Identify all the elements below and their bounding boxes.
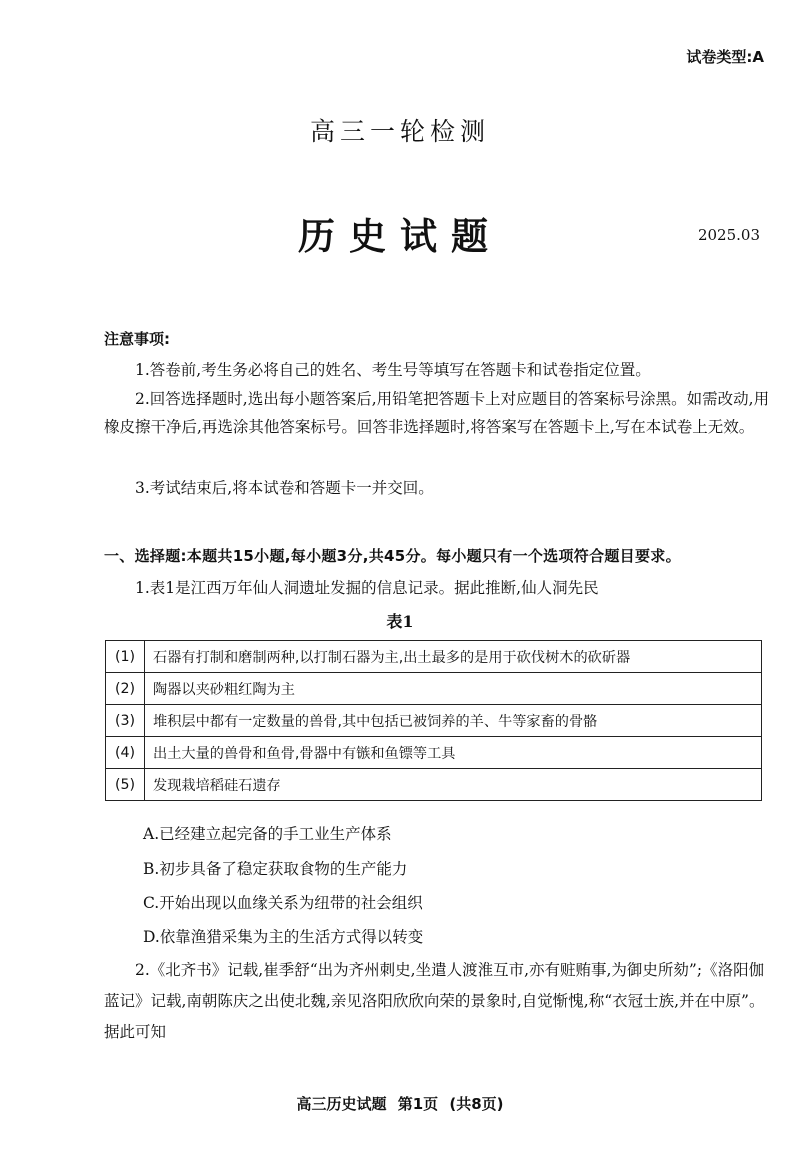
exam-date: 2025.03 bbox=[697, 226, 760, 244]
question-1-stem: 1.表1是江西万年仙人洞遗址发掘的信息记录。据此推断,仙人洞先民 bbox=[135, 579, 599, 597]
table-title: 表1 bbox=[386, 612, 414, 631]
row-text: 出土大量的兽骨和鱼骨,骨器中有镞和鱼镖等工具 bbox=[145, 737, 762, 769]
row-number: (2) bbox=[106, 673, 145, 705]
page-footer: 高三历史试题 第1页 (共8页) bbox=[296, 1095, 504, 1113]
section-heading: 一、选择题:本题共15小题,每小题3分,共45分。每小题只有一个选项符合题目要求。 bbox=[104, 547, 681, 565]
question-1-option-d: D.依靠渔猎采集为主的生活方式得以转变 bbox=[143, 928, 424, 946]
question-1-option-c: C.开始出现以血缘关系为纽带的社会组织 bbox=[143, 894, 423, 912]
notes-item-3: 3.考试结束后,将本试卷和答题卡一并交回。 bbox=[135, 479, 434, 497]
paper-type-label: 试卷类型:A bbox=[686, 48, 764, 66]
notes-item-1: 1.答卷前,考生务必将自己的姓名、考生号等填写在答题卡和试卷指定位置。 bbox=[135, 361, 651, 379]
site-record-table bbox=[105, 640, 762, 801]
question-1-option-b: B.初步具备了稳定获取食物的生产能力 bbox=[143, 860, 408, 878]
row-text: 石器有打制和磨制两种,以打制石器为主,出土最多的是用于砍伐树木的砍斫器 bbox=[145, 641, 762, 673]
table-row bbox=[106, 641, 762, 673]
row-text: 发现栽培稻硅石遗存 bbox=[145, 769, 762, 801]
table-row bbox=[106, 737, 762, 769]
table-row bbox=[106, 705, 762, 737]
table-row bbox=[106, 769, 762, 801]
notes-heading: 注意事项: bbox=[104, 330, 170, 348]
question-2-stem: 2.《北齐书》记载,崔季舒“出为齐州刺史,坐遣人渡淮互市,亦有赃贿事,为御史所劾”;《洛阳伽蓝记》记载,南朝陈庆之出使北魏,亲见洛阳欣欣向荣的景象时,自觉惭愧,称“衣冠士族,并在中原”。据此可知 bbox=[104, 961, 765, 1041]
row-number: (4) bbox=[106, 737, 145, 769]
row-number: (1) bbox=[106, 641, 145, 673]
table-row bbox=[106, 673, 762, 705]
notes-item-2: 2.回答选择题时,选出每小题答案后,用铅笔把答题卡上对应题目的答案标号涂黑。如需改动,用橡皮擦干净后,再选涂其他答案标号。回答非选择题时,将答案写在答题卡上,写在本试卷上无效。 bbox=[104, 390, 770, 436]
row-text: 陶器以夹砂粗红陶为主 bbox=[145, 673, 762, 705]
row-text: 堆积层中都有一定数量的兽骨,其中包括已被饲养的羊、牛等家畜的骨骼 bbox=[145, 705, 762, 737]
row-number: (3) bbox=[106, 705, 145, 737]
exam-title: 高三一轮检测 bbox=[309, 117, 490, 146]
row-number: (5) bbox=[106, 769, 145, 801]
subject-title: 历史试题 bbox=[298, 214, 502, 258]
question-1-option-a: A.已经建立起完备的手工业生产体系 bbox=[143, 825, 392, 843]
